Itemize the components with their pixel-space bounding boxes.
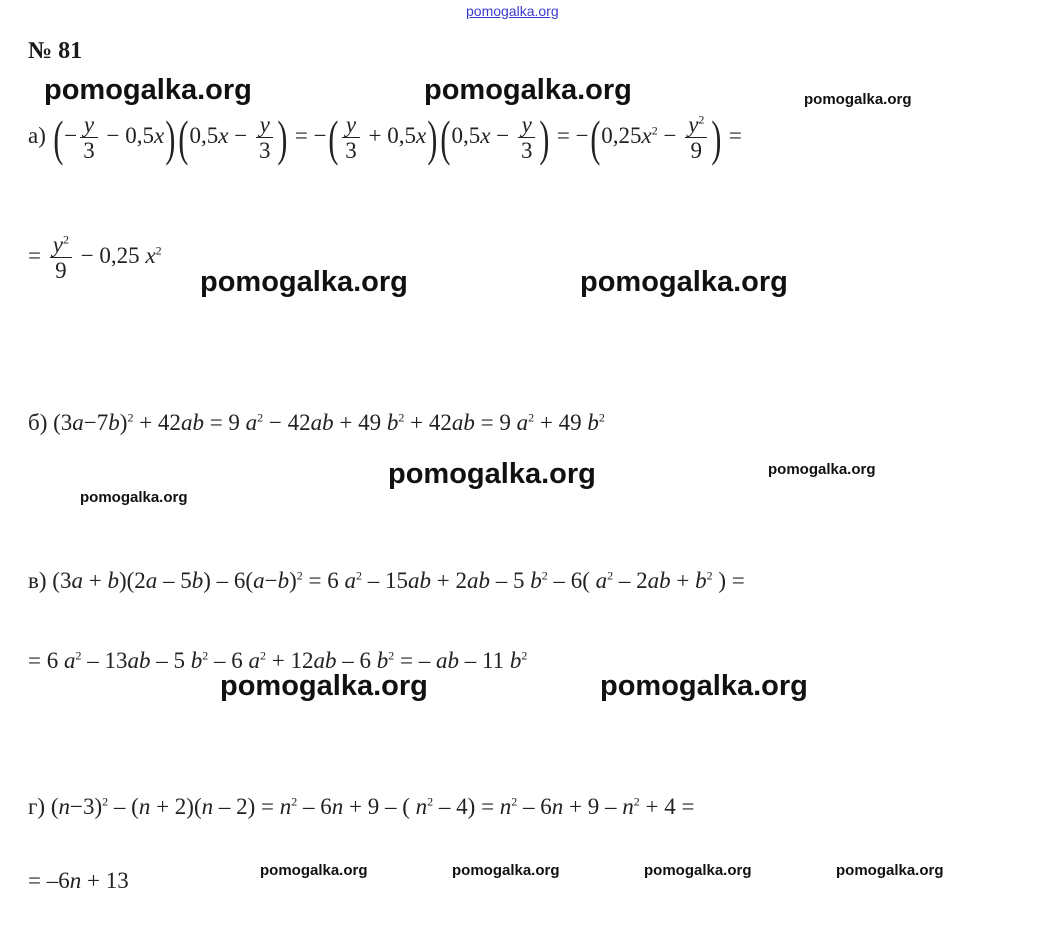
watermark: pomogalka.org <box>200 266 408 298</box>
watermark-top: pomogalka.org <box>466 3 559 19</box>
problem-g-line1: г) $(n-3)^2 - (n + 2)(n - 2) = n^2 - 6n + 9$ – ( $n^2 - 4) = n^2 - 6n + 9 - n^2 + 4$ = <box>28 794 695 819</box>
watermark: pomogalka.org <box>836 862 944 879</box>
problem-a-line2: = $\frac{y^2}{9}$ − 0,25 $x^2$ <box>28 232 162 284</box>
problem-g-line2: = –6n + 13 <box>28 868 129 893</box>
watermark: pomogalka.org <box>80 489 188 506</box>
watermark: pomogalka.org <box>424 74 632 106</box>
watermark: pomogalka.org <box>220 670 428 702</box>
problem-a-label: а) <box>28 123 46 149</box>
problem-a-line1: а) (− $\frac{y}{3}$ − 0,5x)(0,5x − $\frac{y}{3}$ ) = −( $\frac{y}{3}$ + 0,5x)(0,5x − $\frac{y}{3}$ ) = $-(0,25x^2$ − $\frac{y^2}{9}$ ) = <box>28 109 742 166</box>
watermark: pomogalka.org <box>452 862 560 879</box>
watermark: pomogalka.org <box>600 670 808 702</box>
watermark: pomogalka.org <box>580 266 788 298</box>
watermark: pomogalka.org <box>388 458 596 490</box>
problem-b-label: б) <box>28 410 48 435</box>
watermark: pomogalka.org <box>804 91 912 108</box>
problem-b-line: б) $(3a-7b)^2 + 42ab = 9$ $a^2 - 42ab + 49$ $b^2 + 42ab = 9$ $a^2 + 49$ $b^2$ <box>28 410 605 435</box>
watermark: pomogalka.org <box>644 862 752 879</box>
problem-v-line2: = 6 $a^2 - 13ab - 5$ $b^2 - 6$ $a^2 + 12ab - 6$ $b^2$ = – ab – 11 $b^2$ <box>28 648 528 673</box>
problem-g-label: г) <box>28 794 46 819</box>
watermark: pomogalka.org <box>44 74 252 106</box>
watermark: pomogalka.org <box>768 461 876 478</box>
problem-number-title: № 81 <box>28 38 83 64</box>
watermark: pomogalka.org <box>260 862 368 879</box>
problem-v-line1: в) $(3a + b)(2a - 5b) - 6(a-b)^2 = 6$ $a^2 - 15ab + 2ab - 5$ $b^2 - 6$( $a^2 - 2ab + b^2$ ) = <box>28 568 745 593</box>
problem-v-label: в) <box>28 568 47 593</box>
